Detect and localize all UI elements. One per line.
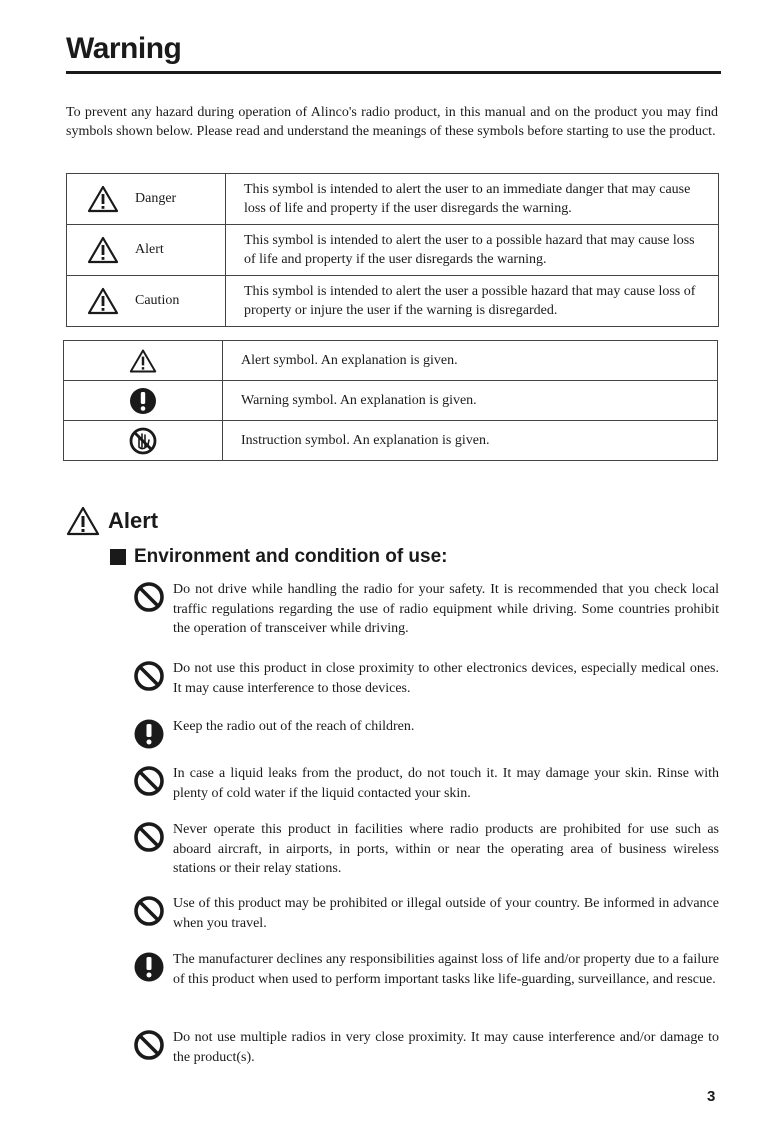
list-item	[133, 659, 719, 698]
level-label-cell	[67, 276, 226, 327]
level-label: Danger	[135, 191, 177, 206]
table-row	[67, 174, 719, 225]
symbol-icon-cell	[64, 421, 223, 461]
exclamation-circle-icon	[133, 951, 165, 983]
level-description: This symbol is intended to alert the user to an immediate danger that may cause loss of life and property if the user disregards the warning.	[226, 174, 719, 225]
item-text: Use of this product may be prohibited or illegal outside of your country. Be informed in advance when you travel.	[173, 896, 719, 931]
list-item	[133, 820, 719, 879]
list-item	[133, 1028, 719, 1067]
list-item	[133, 894, 719, 933]
square-bullet-icon	[110, 549, 126, 565]
level-description: This symbol is intended to alert the user a possible hazard that may cause loss of property or injure the user if the warning is disregarded.	[226, 276, 719, 327]
alert-heading-text: Alert	[108, 508, 159, 533]
page-number: 3	[707, 1088, 716, 1105]
list-item	[133, 950, 719, 989]
symbol-legend-table	[63, 340, 718, 461]
prohibit-icon	[133, 1029, 165, 1061]
table-row	[67, 276, 719, 327]
item-text: Do not use multiple radios in very close proximity. It may cause interference and/or damage to the product(s).	[173, 1030, 719, 1065]
instruction-prohibit-icon	[129, 427, 157, 455]
page-title: Warning	[66, 32, 182, 65]
item-text: Do not use this product in close proximity to other electronics devices, especially medical ones. It may cause interference to those devices.	[173, 661, 719, 696]
symbol-description: Instruction symbol. An explanation is given.	[223, 421, 718, 461]
table-row	[67, 225, 719, 276]
item-text: Never operate this product in facilities where radio products are prohibited for use such as aboard aircraft, in airports, in ports, within or near the operating area of business wireless stations or their relay stations.	[173, 822, 719, 876]
section-heading-text: Environment and condition of use:	[134, 546, 448, 567]
exclamation-circle-icon	[133, 718, 165, 750]
prohibit-icon	[133, 895, 165, 927]
alert-heading	[66, 506, 158, 536]
item-text: The manufacturer declines any responsibilities against loss of life and/or property due to a failure of this product when used to perform important tasks like life-guarding, surveillance, and rescue.	[173, 952, 719, 987]
prohibit-icon	[133, 765, 165, 797]
symbol-description: Warning symbol. An explanation is given.	[223, 381, 718, 421]
signal-level-table	[66, 173, 719, 327]
item-text: Keep the radio out of the reach of children.	[173, 719, 415, 734]
table-row	[64, 381, 718, 421]
item-text: Do not drive while handling the radio for your safety. It is recommended that you check local traffic regulations regarding the use of radio equipment while driving. Some countries prohibit the operation of transceiver while driving.	[173, 582, 719, 636]
warning-triangle-icon	[87, 185, 119, 213]
level-label: Alert	[135, 242, 164, 257]
prohibit-icon	[133, 581, 165, 613]
table-row	[64, 341, 718, 381]
list-item	[133, 764, 719, 803]
symbol-icon-cell	[64, 341, 223, 381]
alert-triangle-icon	[129, 347, 157, 375]
prohibit-icon	[133, 660, 165, 692]
warning-triangle-icon	[87, 236, 119, 264]
level-label-cell	[67, 225, 226, 276]
title-underline	[66, 71, 721, 74]
exclamation-circle-icon	[129, 387, 157, 415]
warning-triangle-icon	[87, 287, 119, 315]
symbol-icon-cell	[64, 381, 223, 421]
section-heading	[110, 546, 448, 568]
item-text: In case a liquid leaks from the product, do not touch it. It may damage your skin. Rinse with plenty of cold water if the liquid contacted your skin.	[173, 766, 719, 801]
list-item	[133, 717, 719, 750]
prohibit-icon	[133, 821, 165, 853]
list-item	[133, 580, 719, 639]
table-row	[64, 421, 718, 461]
level-label-cell	[67, 174, 226, 225]
level-description: This symbol is intended to alert the user to a possible hazard that may cause loss of life and property if the user disregards the warning.	[226, 225, 719, 276]
level-label: Caution	[135, 293, 180, 308]
symbol-description: Alert symbol. An explanation is given.	[223, 341, 718, 381]
warning-triangle-icon	[66, 506, 100, 536]
intro-paragraph: To prevent any hazard during operation of Alinco's radio product, in this manual and on the product you may find symbols shown below. Please read and understand the meanings of these symbols before starting to use the product.	[66, 105, 718, 139]
